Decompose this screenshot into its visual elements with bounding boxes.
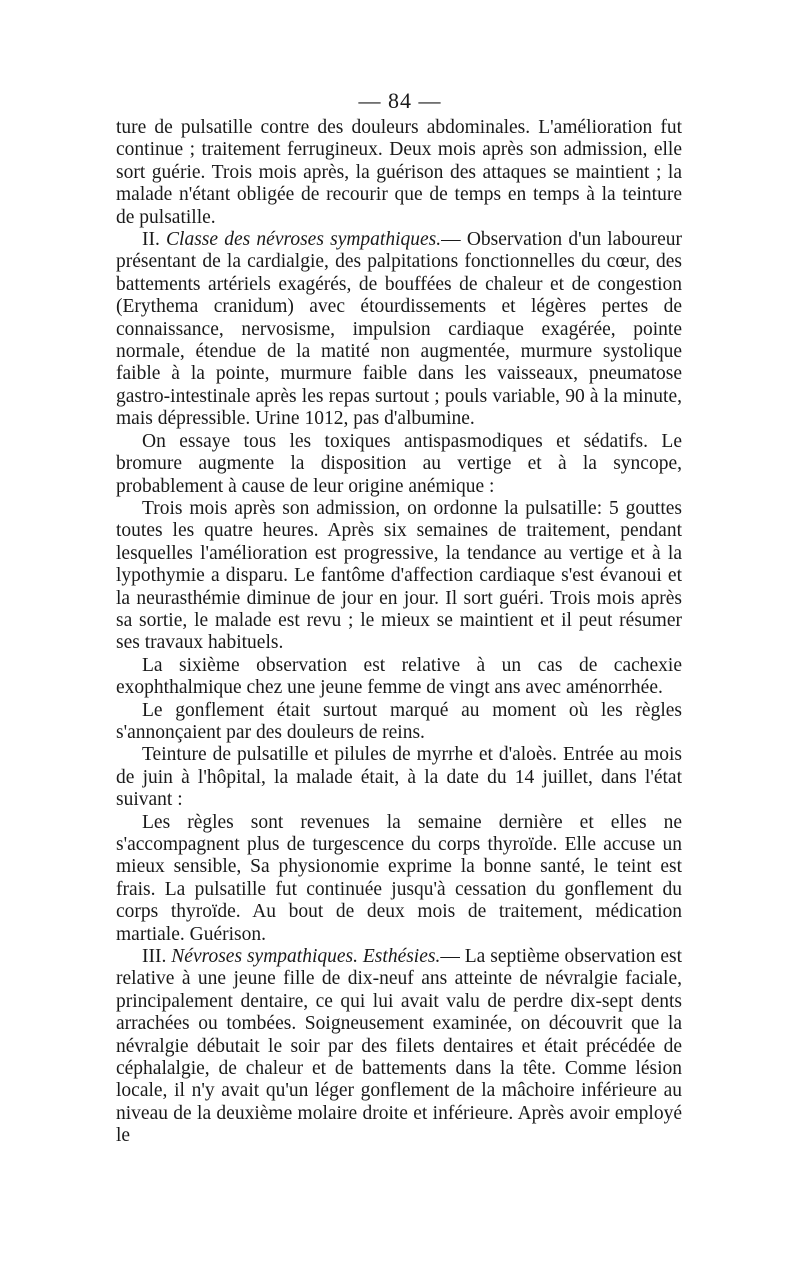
paragraph-text: Les règles sont revenues la semaine dernière et elles ne s'accompagnent plus de turgescence du corps thyroïde. Elle accuse un mieux sensible, Sa physionomie exprime la bonne santé, le teint est frais. La pulsatille fut continuée jusqu'à cessation du gonflement du corps thyroïde. Au bout de deux mois de traitement, médication martiale. Guérison. — [116, 811, 682, 945]
paragraph-text: Le gonflement était surtout marqué au moment où les règles s'annonçaient par des douleurs de reins. — [116, 699, 682, 743]
section-number: III. — [142, 946, 172, 968]
body-text — [116, 117, 682, 1148]
paragraph — [116, 744, 682, 811]
paragraph-text: — La septième observation est relative à une jeune fille de dix-neuf ans atteinte de névralgie faciale, principalement dentaire, ce qui lui avait valu de perdre dix-sept dents arrachées ou tombées. Soigneusement examinée, on découvrit que la névralgie débutait le soir par des filets dentaires et était précédée de céphalalgie, de chaleur et de battements dans la tête. Comme lésion locale, il n'y avait qu'un léger gonflement de la mâchoire inférieure au niveau de la deuxième molaire droite et inférieure. Après avoir employé le — [116, 946, 683, 1147]
section-number: II. — [142, 229, 167, 251]
paragraph-text: On essaye tous les toxiques antispasmodiques et sédatifs. Le bromure augmente la disposition au vertige et à la syncope, probablement à cause de leur origine anémique : — [116, 430, 682, 497]
paragraph — [116, 946, 682, 1148]
paragraph — [116, 655, 682, 700]
page-number: — 84 — — [358, 88, 442, 113]
paragraph — [116, 498, 682, 655]
paragraph — [116, 229, 682, 431]
paragraph-text: Teinture de pulsatille et pilules de myrrhe et d'aloès. Entrée au mois de juin à l'hôpital, la malade était, à la date du 14 juillet, dans l'état suivant : — [116, 744, 682, 811]
section-heading: Classe des névroses sympathiques. — [166, 229, 442, 251]
paragraph — [116, 812, 682, 946]
section-heading: Névroses sympathiques. Esthésies. — [171, 946, 441, 968]
paragraph — [116, 117, 682, 229]
paragraph-text: — Observation d'un laboureur présentant de la cardialgie, des palpitations fonctionnelles du cœur, des battements artériels exagérés, de bouffées de chaleur et de congestion (Erythema cranidum) avec étourdissements et légères pertes de connaissance, nervosisme, impulsion cardiaque exagérée, pointe normale, étendue de la matité non augmentée, murmure systolique faible à la pointe, murmure faible dans les vaisseaux, pneumatose gastro-intestinale après les repas surtout ; pouls variable, 90 à la minute, mais dépressible. Urine 1012, pas d'albumine. — [116, 229, 682, 430]
paragraph-text: La sixième observation est relative à un cas de cachexie exophthalmique chez une jeune femme de vingt ans avec aménorrhée. — [116, 654, 682, 699]
paragraph-text: ture de pulsatille contre des douleurs abdominales. L'amélioration fut continue ; traitement ferrugineux. Deux mois après son admission, elle sort guérie. Trois mois après, la guérison des attaques se maintient ; la malade n'étant obligée de recourir que de temps en temps à la teinture de pulsatille. — [116, 117, 682, 228]
paragraph — [116, 431, 682, 498]
paragraph-text: Trois mois après son admission, on ordonne la pulsatille: 5 gouttes toutes les quatre heures. Après six semaines de traitement, pendant lesquelles l'amélioration est progressive, la tendance au vertige et à la lypothymie a disparu. Le fantôme d'affection cardiaque s'est évanoui et la neurasthémie diminue de jour en jour. Il sort guéri. Trois mois après sa sortie, le malade est revu ; le mieux se maintient et il peut résumer ses travaux habituels. — [116, 497, 682, 654]
paragraph — [116, 700, 682, 745]
